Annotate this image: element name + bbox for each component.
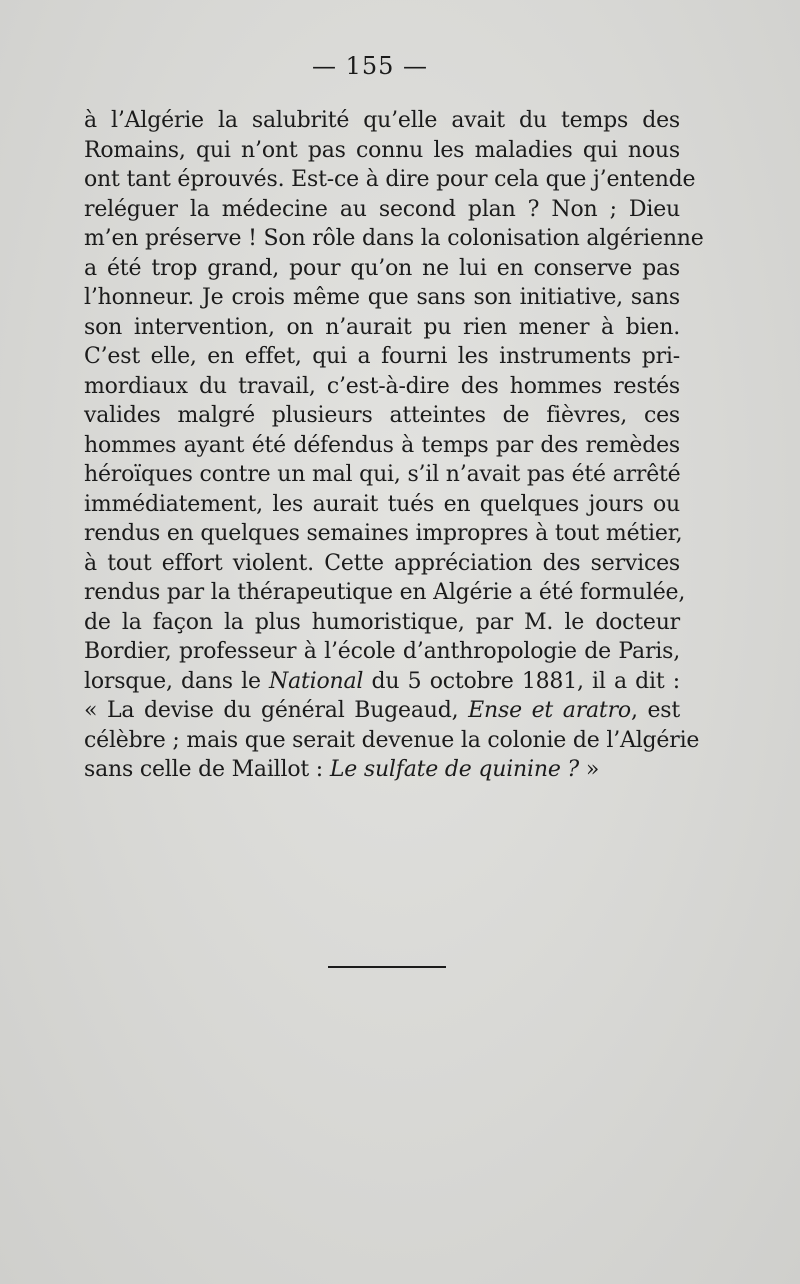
text-line: a été trop grand, pour qu’on ne lui en conserve pas [84, 255, 680, 281]
text-line: « La devise du général Bugeaud, Ense et aratro, est [84, 698, 680, 723]
text-line: ont tant éprouvés. Est-ce à dire pour cela que j’entende [84, 167, 696, 192]
text-line: hommes ayant été défendus à temps par des remèdes [84, 432, 680, 458]
text-line: à tout effort violent. Cette appréciation des services [84, 550, 680, 576]
text-line: rendus en quelques semaines impropres à tout métier, [84, 521, 683, 546]
text-line: à l’Algérie la salubrité qu’elle avait du temps des [84, 108, 680, 133]
text-line: Bordier, professeur à l’école d’anthropologie de Paris, [84, 639, 680, 664]
text-line: rendus par la thérapeutique en Algérie a été formulée, [84, 580, 686, 605]
text-line: célèbre ; mais que serait devenue la colonie de l’Algérie [84, 727, 700, 753]
section-rule [328, 966, 446, 968]
text-line: son intervention, on n’aurait pu rien mener à bien. [84, 314, 680, 340]
text-line: Romains, qui n’ont pas connu les maladies qui nous [84, 137, 680, 163]
text-line: reléguer la médecine au second plan ? Non ; Dieu [84, 196, 680, 222]
text-line: de la façon la plus humoristique, par M. le docteur [84, 609, 680, 635]
text-line: l’honneur. Je crois même que sans son initiative, sans [84, 285, 680, 310]
text-line: mordiaux du travail, c’est-à-dire des hommes restés [84, 373, 680, 399]
text-line: m’en préserve ! Son rôle dans la colonisation algérienne [84, 226, 704, 251]
page-number: — 155 — [311, 52, 429, 80]
body-text [84, 106, 704, 785]
text-line: héroïques contre un mal qui, s’il n’avait pas été arrêté [84, 462, 681, 487]
text-line: valides malgré plusieurs atteintes de fièvres, ces [84, 403, 680, 428]
text-line: immédiatement, les aurait tués en quelques jours ou [84, 491, 680, 517]
text-line: C’est elle, en effet, qui a fourni les instruments pri- [84, 344, 680, 369]
italic-motto: Ense et aratro [468, 698, 631, 723]
italic-title: National [269, 668, 364, 694]
text-line: sans celle de Maillot : Le sulfate de quinine ? » [84, 757, 600, 782]
italic-quote: Le sulfate de quinine ? [329, 757, 580, 782]
text-line: lorsque, dans le National du 5 octobre 1881, il a dit : [84, 668, 680, 694]
